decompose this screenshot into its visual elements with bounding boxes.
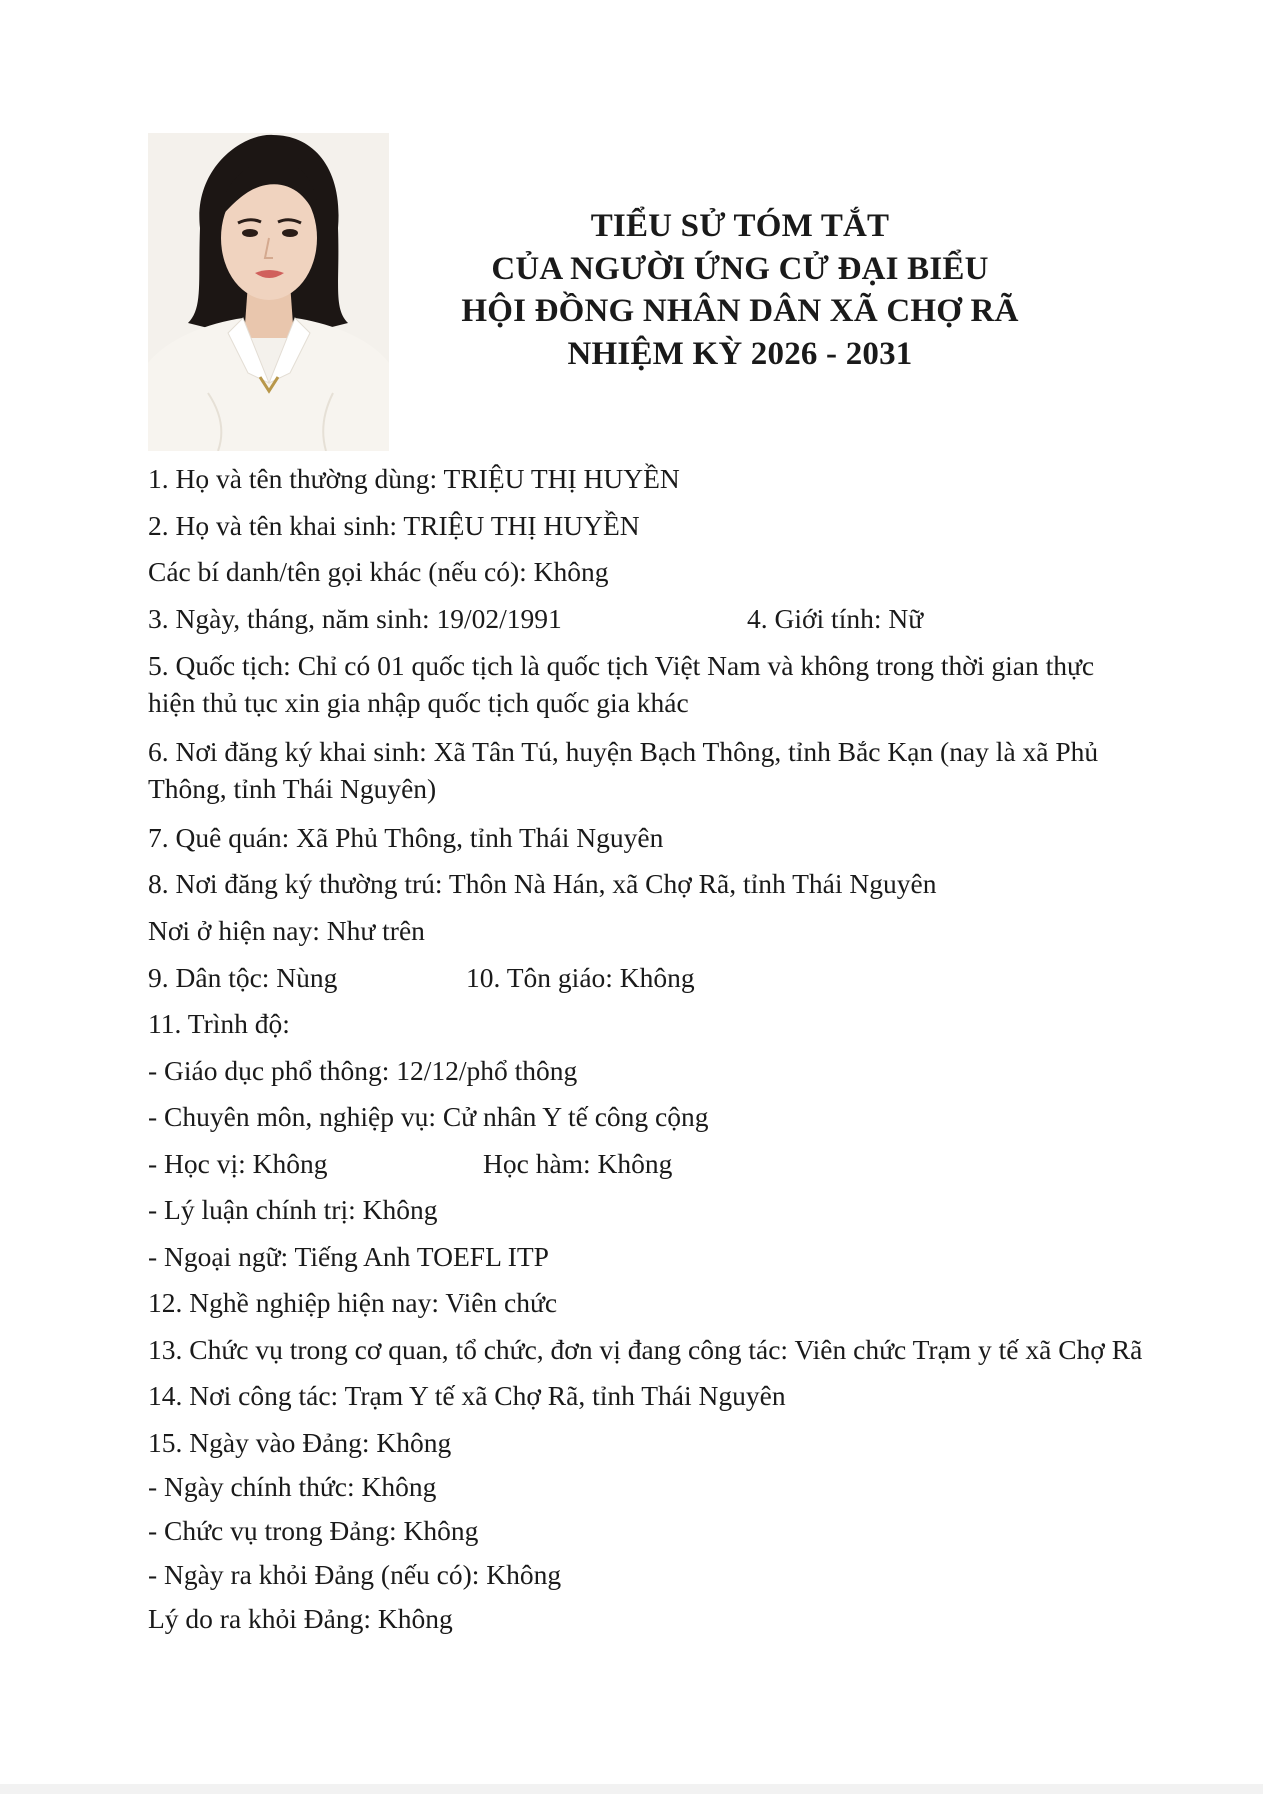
field-hometown: 7. Quê quán: Xã Phủ Thông, tỉnh Thái Nguyên [148, 822, 664, 853]
heading-line-1: TIỂU SỬ TÓM TẮT [590, 208, 890, 244]
field-foreign-language: - Ngoại ngữ: Tiếng Anh TOEFL ITP [148, 1241, 549, 1272]
field-nationality-line-1: 5. Quốc tịch: Chỉ có 01 quốc tịch là quốc tịch Việt Nam và không trong thời gian thực [148, 650, 1095, 681]
field-academic-title: Học hàm: Không [483, 1148, 673, 1179]
field-gender: 4. Giới tính: Nữ [747, 603, 924, 634]
field-general-education: - Giáo dục phổ thông: 12/12/phổ thông [148, 1055, 578, 1086]
field-birth-registration-line-2: Thông, tỉnh Thái Nguyên) [148, 773, 437, 804]
field-political-theory: - Lý luận chính trị: Không [148, 1194, 438, 1225]
document-heading [420, 205, 1060, 375]
heading-line-4: NHIỆM KỲ 2026 - 2031 [567, 335, 913, 372]
portrait-illustration [148, 133, 389, 451]
field-nationality-line-2: hiện thủ tục xin gia nhập quốc tịch quốc gia khác [148, 687, 689, 718]
field-aliases: Các bí danh/tên gọi khác (nếu có): Không [148, 556, 609, 587]
field-ethnicity: 9. Dân tộc: Nùng [148, 962, 338, 993]
field-workplace: 14. Nơi công tác: Trạm Y tế xã Chợ Rã, tỉnh Thái Nguyên [148, 1380, 786, 1411]
field-date-of-birth: 3. Ngày, tháng, năm sinh: 19/02/1991 [148, 603, 562, 634]
field-academic-degree: - Học vị: Không [148, 1148, 328, 1179]
heading-line-2: CỦA NGƯỜI ỨNG CỬ ĐẠI BIỂU [491, 250, 989, 287]
heading-line-3: HỘI ĐỒNG NHÂN DÂN XÃ CHỢ RÃ [461, 293, 1019, 329]
field-common-name: 1. Họ và tên thường dùng: TRIỆU THỊ HUYỀN [148, 463, 680, 494]
field-party-join-date: 15. Ngày vào Đảng: Không [148, 1427, 452, 1458]
field-party-leave-date: - Ngày ra khỏi Đảng (nếu có): Không [148, 1559, 562, 1590]
field-qualifications: 11. Trình độ: [148, 1008, 290, 1039]
field-party-leave-reason: Lý do ra khỏi Đảng: Không [148, 1603, 453, 1634]
candidate-portrait-photo [148, 133, 389, 451]
field-position: 13. Chức vụ trong cơ quan, tổ chức, đơn vị đang công tác: Viên chức Trạm y tế xã Chợ Rã [148, 1334, 1143, 1365]
field-birth-name: 2. Họ và tên khai sinh: TRIỆU THỊ HUYỀN [148, 510, 640, 541]
field-permanent-residence: 8. Nơi đăng ký thường trú: Thôn Nà Hán, xã Chợ Rã, tỉnh Thái Nguyên [148, 868, 937, 899]
field-party-position: - Chức vụ trong Đảng: Không [148, 1515, 479, 1546]
page-bottom-edge [0, 1784, 1263, 1794]
field-current-occupation: 12. Nghề nghiệp hiện nay: Viên chức [148, 1287, 558, 1318]
field-party-official-date: - Ngày chính thức: Không [148, 1471, 437, 1502]
field-current-residence: Nơi ở hiện nay: Như trên [148, 915, 425, 946]
field-religion: 10. Tôn giáo: Không [466, 962, 695, 993]
field-birth-registration-line-1: 6. Nơi đăng ký khai sinh: Xã Tân Tú, huyện Bạch Thông, tỉnh Bắc Kạn (nay là xã Phủ [148, 736, 1099, 767]
field-specialization: - Chuyên môn, nghiệp vụ: Cử nhân Y tế công cộng [148, 1101, 709, 1132]
